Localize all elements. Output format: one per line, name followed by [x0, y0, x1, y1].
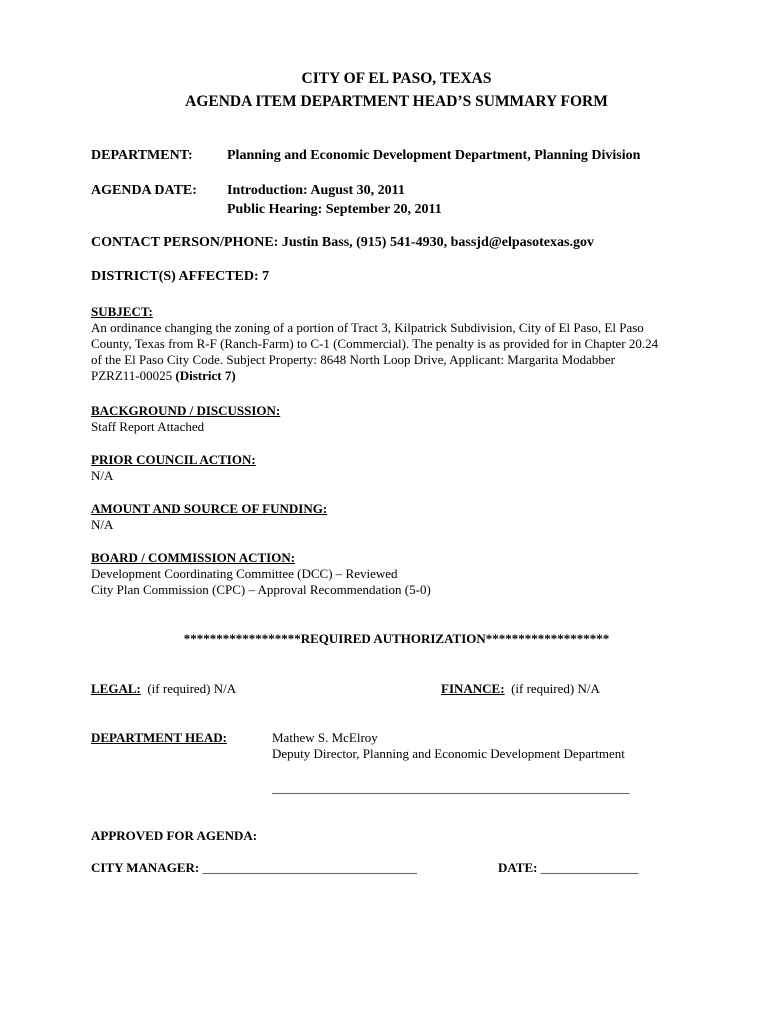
agenda-date-introduction: Introduction: August 30, 2011: [227, 183, 405, 198]
board-commission-line-1: Development Coordinating Committee (DCC) – Reviewed: [91, 566, 398, 581]
legal-label: LEGAL:: [91, 681, 141, 696]
approved-for-agenda: APPROVED FOR AGENDA:: [91, 828, 258, 843]
agenda-date-label: AGENDA DATE:: [91, 183, 197, 198]
date-signature-line: _______________: [540, 860, 639, 875]
finance-field: [441, 681, 600, 697]
subject-section: [91, 304, 703, 384]
funding-section: [91, 501, 327, 533]
department-head-label: DEPARTMENT HEAD:: [91, 730, 227, 745]
districts-affected: DISTRICT(S) AFFECTED: 7: [91, 269, 270, 284]
subject-line-1: An ordinance changing the zoning of a portion of Tract 3, Kilpatrick Subdivision, City of El Paso, El Paso: [91, 320, 644, 335]
background-section: [91, 403, 280, 435]
city-manager-label: CITY MANAGER:: [91, 860, 200, 875]
department-label: DEPARTMENT:: [91, 148, 193, 163]
board-commission-line-2: City Plan Commission (CPC) – Approval Recommendation (5-0): [91, 582, 431, 597]
document-title-line1: CITY OF EL PASO, TEXAS: [301, 70, 492, 87]
prior-council-action-heading: PRIOR COUNCIL ACTION:: [91, 452, 256, 467]
board-commission-section: [91, 550, 431, 598]
city-manager-signature-line: _________________________________: [202, 860, 417, 875]
department-head-title: Deputy Director, Planning and Economic Development Department: [272, 746, 625, 761]
subject-heading: SUBJECT:: [91, 304, 153, 319]
subject-line-3: of the El Paso City Code. Subject Property: 8648 North Loop Drive, Applicant: Margarita Modabber: [91, 352, 616, 367]
date-field: [498, 860, 638, 876]
department-value: Planning and Economic Development Department, Planning Division: [227, 148, 641, 163]
document-title-line2: AGENDA ITEM DEPARTMENT HEAD’S SUMMARY FORM: [185, 93, 608, 110]
contact-person-phone: CONTACT PERSON/PHONE: Justin Bass, (915) 541-4930, bassjd@elpasotexas.gov: [91, 235, 594, 250]
prior-council-action-text: N/A: [91, 468, 114, 483]
subject-line-4: [91, 368, 703, 384]
legal-field: [91, 681, 236, 697]
date-label: DATE:: [498, 860, 538, 875]
district-tag: (District 7): [175, 368, 236, 383]
department-head-signature-line: _______________________________________________________: [272, 780, 630, 795]
board-commission-heading: BOARD / COMMISSION ACTION:: [91, 550, 296, 565]
finance-value: (if required) N/A: [511, 681, 600, 696]
subject-line-2: County, Texas from R-F (Ranch-Farm) to C-1 (Commercial). The penalty is as provided for in Chapter 20.24: [91, 336, 659, 351]
agenda-date-public-hearing: Public Hearing: September 20, 2011: [227, 202, 442, 217]
finance-label: FINANCE:: [441, 681, 505, 696]
case-number: PZRZ11-00025: [91, 368, 176, 383]
legal-value: (if required) N/A: [147, 681, 237, 696]
funding-heading: AMOUNT AND SOURCE OF FUNDING:: [91, 501, 328, 516]
background-heading: BACKGROUND / DISCUSSION:: [91, 403, 281, 418]
background-text: Staff Report Attached: [91, 419, 205, 434]
required-authorization-banner: ******************REQUIRED AUTHORIZATION*******************: [183, 631, 610, 646]
department-head-name: Mathew S. McElroy: [272, 730, 378, 745]
city-manager-field: [91, 860, 417, 876]
funding-text: N/A: [91, 517, 114, 532]
prior-council-action-section: [91, 452, 256, 484]
